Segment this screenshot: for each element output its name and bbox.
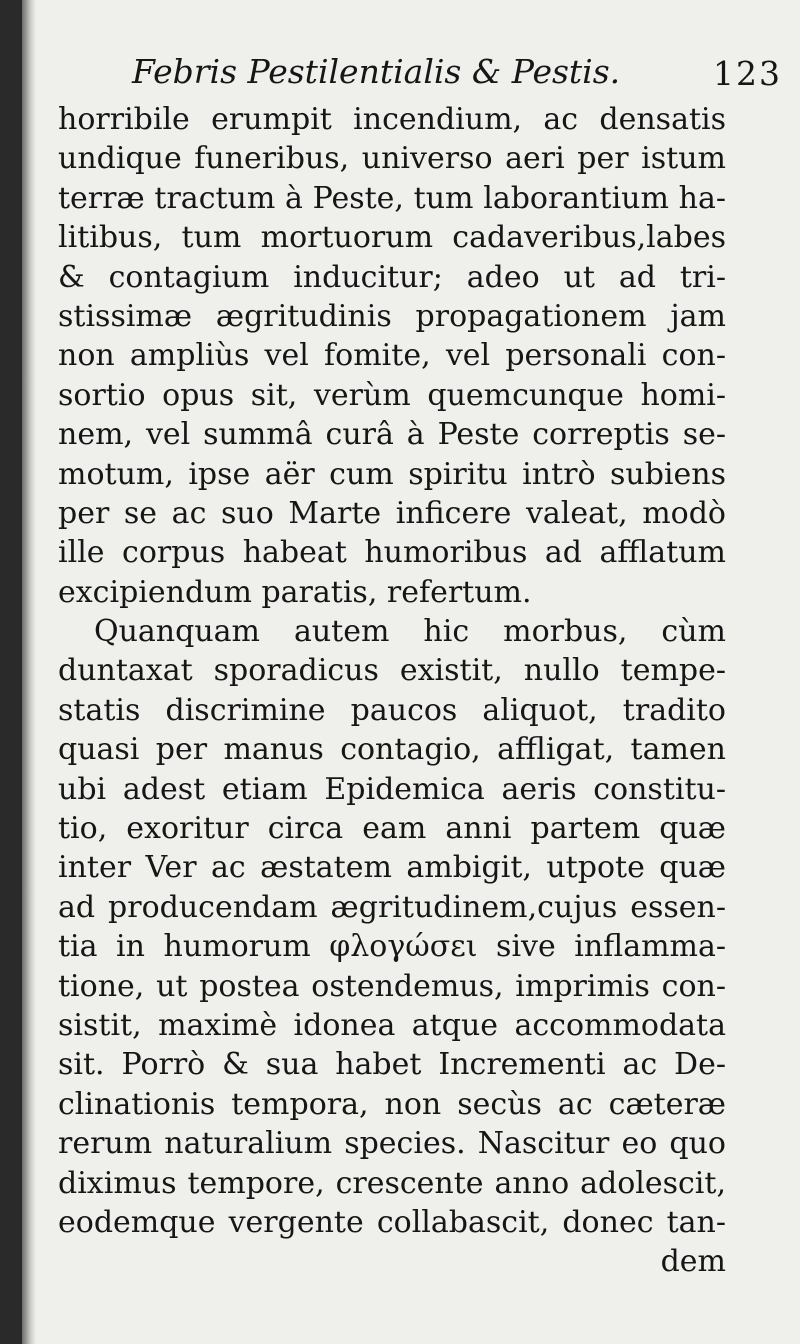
text-line: stissimæ ægritudinis propagationem jam <box>58 298 726 334</box>
text-line: terræ tractum à Peste, tum laborantium ha- <box>58 180 726 216</box>
paragraph-end-line: excipiendum paratis, refertum. <box>58 574 532 610</box>
text-line: ubi adest etiam Epidemica aeris constitu- <box>58 771 726 807</box>
text-line: quasi per manus contagio, affligat, tamen <box>58 732 726 768</box>
text-line: sortio opus sit, verùm quemcunque homi- <box>58 377 726 413</box>
text-line: sistit, maximè idonea atque accommodata <box>58 1007 726 1043</box>
text-line: eodemque vergente collabascit, donec tan- <box>58 1204 726 1240</box>
text-line: duntaxat sporadicus existit, nullo tempe- <box>58 653 726 689</box>
text-line: per se ac suo Marte inficere valeat, modò <box>58 495 726 531</box>
text-line: nem, vel summâ curâ à Peste correptis se- <box>58 417 726 453</box>
text-line: tia in humorum φλογώσει sive inflamma- <box>58 929 726 965</box>
catchword: dem <box>660 1244 726 1280</box>
text-line: inter Ver ac æstatem ambigit, utpote quæ <box>58 850 726 886</box>
body-text <box>58 100 726 1282</box>
running-head: Febris Pestilentialis & Pestis. <box>132 52 621 91</box>
text-line: litibus, tum mortuorum cadaveribus,labes <box>58 220 726 256</box>
text-line: & contagium inducitur; adeo ut ad tri- <box>58 259 726 295</box>
text-line: tio, exoritur circa eam anni partem quæ <box>58 811 726 847</box>
text-line: ad producendam ægritudinem,cujus essen- <box>58 889 726 925</box>
page-number: 123 <box>713 54 782 93</box>
text-line: tione, ut postea ostendemus, imprimis con- <box>58 968 726 1004</box>
page-header <box>22 44 800 100</box>
paragraph-start-line: Quanquam autem hic morbus, cùm <box>94 614 726 650</box>
text-line: statis discrimine paucos aliquot, tradito <box>58 692 726 728</box>
text-line: horribile erumpit incendium, ac densatis <box>58 102 726 137</box>
book-page <box>22 0 800 1344</box>
text-line: ille corpus habeat humoribus ad afflatum <box>58 535 726 571</box>
text-line: non ampliùs vel fomite, vel personali con- <box>58 338 726 374</box>
text-line: clinationis tempora, non secùs ac cæteræ <box>58 1086 726 1122</box>
text-line: diximus tempore, crescente anno adolescit, <box>58 1165 726 1201</box>
text-line: rerum naturalium species. Nascitur eo quo <box>58 1126 726 1162</box>
text-line: sit. Porrò & sua habet Incrementi ac De- <box>58 1047 726 1083</box>
text-line: undique funeribus, universo aeri per istum <box>58 141 726 177</box>
text-line: motum, ipse aër cum spiritu intrò subiens <box>58 456 726 492</box>
